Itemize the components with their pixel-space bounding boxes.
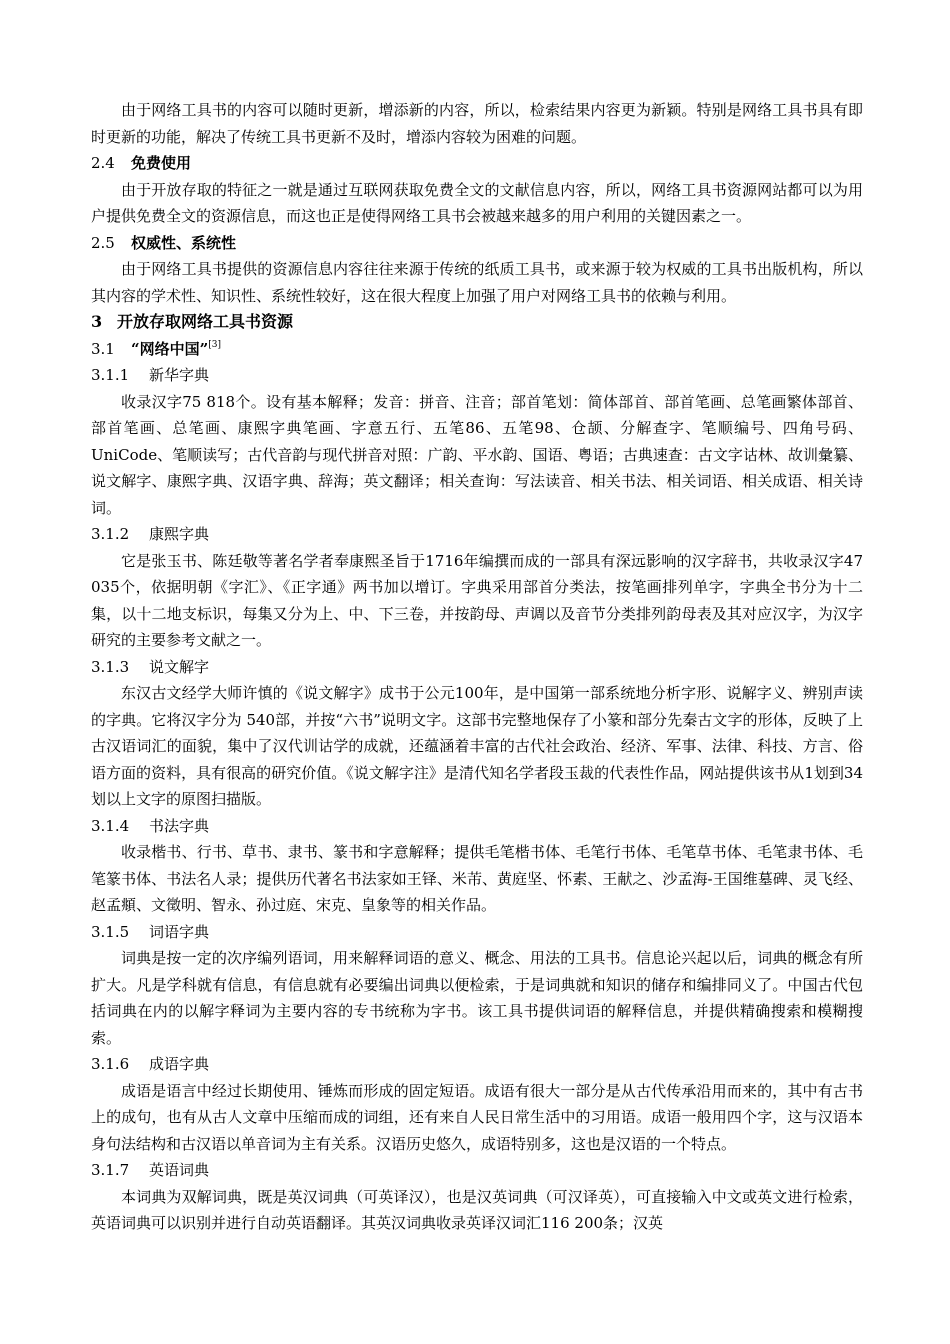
- paragraph: 成语是语言中经过长期使用、锤炼而形成的固定短语。成语有很大一部分是从古代传承沿用而来的，其中有古书上的成句，也有从古人文章中压缩而成的词组，还有来自人民日常生活中的习用语。成语一般用四个字，这与汉语本身句法结构和古汉语以单音词为主有关系。汉语历史悠久，成语特别多，这也是汉语的一个特点。: [91, 1081, 863, 1153]
- section-heading-3: [91, 309, 863, 336]
- section-title: 开放存取网络工具书资源: [117, 312, 294, 331]
- paragraph: 词典是按一定的次序编列语词，用来解释词语的意义、概念、用法的工具书。信息论兴起以后，词典的概念有所扩大。凡是学科就有信息，有信息就有必要编出词典以便检索，于是词典就和知识的储存和编排同义了。中国古代包括词典在内的以解字释词为主要内容的专书统称为字书。该工具书提供词语的解释信息，并提供精确搜索和模糊搜索。: [91, 949, 863, 1047]
- section-title: 词语字典: [149, 922, 210, 941]
- section-heading-2-5: [91, 230, 863, 257]
- section-number: 3.1.2: [91, 525, 130, 543]
- section-title: “网络中国”: [131, 339, 209, 358]
- section-title: 说文解字: [149, 657, 210, 676]
- paragraph: 本词典为双解词典，既是英汉词典（可英译汉），也是汉英词典（可汉译英），可直接输入中文或英文进行检索，英语词典可以识别并进行自动英语翻译。其英汉词典收录英译汉词汇116 200条；汉英: [91, 1187, 863, 1232]
- section-title: 成语字典: [149, 1055, 210, 1073]
- section-number: 3.1.3: [91, 657, 130, 676]
- section-number: 3.1.4: [91, 816, 130, 835]
- section-heading-3-1-4: [91, 813, 863, 840]
- section-heading-3-1-7: [91, 1157, 863, 1184]
- paragraph: 东汉古文经学大师许慎的《说文解字》成书于公元100年，是中国第一部系统地分析字形、说解字义、辨别声读的字典。它将汉字分为 540部，并按“六书”说明文字。这部书完整地保存了小篆和部分先秦古文字的形体，反映了上古汉语词汇的面貌，集中了汉代训诂学的成就，还蕴涵着丰富的古代社会政治、经济、军事、法律、科技、方言、俗语方面的资料，具有很高的研究价值。《说文解字注》是清代知名学者段玉裁的代表性作品，网站提供该书从1划到34划以上文字的原图扫描版。: [91, 684, 863, 808]
- paragraph: 由于网络工具书的内容可以随时更新，增添新的内容，所以，检索结果内容更为新颖。特别是网络工具书具有即时更新的功能，解决了传统工具书更新不及时，增添内容较为困难的问题。: [91, 101, 863, 146]
- citation-ref: [3]: [208, 339, 222, 350]
- section-number: 3.1.5: [91, 922, 130, 941]
- section-title: 免费使用: [131, 154, 192, 172]
- section-heading-3-1-5: [91, 919, 863, 946]
- section-heading-3-1-2: [91, 521, 863, 548]
- section-heading-2-4: [91, 150, 863, 177]
- section-heading-3-1-6: [91, 1051, 863, 1078]
- section-number: 3: [91, 312, 103, 331]
- paragraph: 收录楷书、行书、草书、隶书、篆书和字意解释；提供毛笔楷书体、毛笔行书体、毛笔草书体、毛笔隶书体、毛笔篆书体、书法名人录；提供历代著名书法家如王铎、米芾、黄庭坚、怀素、王献之、沙孟海-王国维墓碑、灵飞经、赵孟頫、文徵明、智永、孙过庭、宋克、皇象等的相关作品。: [91, 843, 863, 914]
- paragraph: 它是张玉书、陈廷敬等著名学者奉康熙圣旨于1716年编撰而成的一部具有深远影响的汉字辞书，共收录汉字47 035个，依据明朝《字汇》、《正字通》两书加以增订。字典采用部首分类法，按笔画排列单字，字典全书分为十二集，以十二地支标识，每集又分为上、中、下三卷，并按韵母、声调以及音节分类排列韵母表及其对应汉字，为汉字研究的主要参考文献之一。: [91, 551, 863, 649]
- paragraph: 收录汉字75 818个。设有基本解释；发音：拼音、注音；部首笔划：简体部首、部首笔画、总笔画繁体部首、部首笔画、总笔画、康熙字典笔画、字意五行、五笔86、五笔98、仓颉、分解查字、笔顺编号、四角号码、UniCode、笔顺读写；古代音韵与现代拼音对照：广韵、平水韵、国语、粤语；古典速查：古文字诂林、故训彙纂、说文解字、康熙字典、汉语字典、辞海；英文翻译；相关查询：写法读音、相关书法、相关词语、相关成语、相关诗词。: [91, 392, 863, 517]
- section-number: 2.5: [91, 233, 115, 252]
- section-title: 权威性、系统性: [131, 233, 237, 252]
- section-number: 3.1.1: [91, 366, 130, 384]
- section-title: 新华字典: [149, 366, 210, 384]
- section-title: 康熙字典: [149, 525, 210, 543]
- section-heading-3-1-1: [91, 362, 863, 389]
- paragraph: 由于开放存取的特征之一就是通过互联网获取免费全文的文献信息内容，所以，网络工具书资源网站都可以为用户提供免费全文的资源信息，而这也正是使得网络工具书会被越来越多的用户利用的关键因素之一。: [91, 180, 863, 225]
- document-page: [91, 97, 863, 1237]
- section-number: 2.4: [91, 154, 115, 172]
- section-number: 3.1: [91, 339, 115, 358]
- section-number: 3.1.7: [91, 1161, 130, 1179]
- section-title: 英语词典: [149, 1161, 210, 1179]
- section-heading-3-1: [91, 336, 863, 363]
- section-heading-3-1-3: [91, 654, 863, 681]
- paragraph: 由于网络工具书提供的资源信息内容往往来源于传统的纸质工具书，或来源于较为权威的工具书出版机构，所以其内容的学术性、知识性、系统性较好，这在很大程度上加强了用户对网络工具书的依赖与利用。: [91, 260, 863, 305]
- section-number: 3.1.6: [91, 1055, 130, 1073]
- section-title: 书法字典: [149, 816, 210, 835]
